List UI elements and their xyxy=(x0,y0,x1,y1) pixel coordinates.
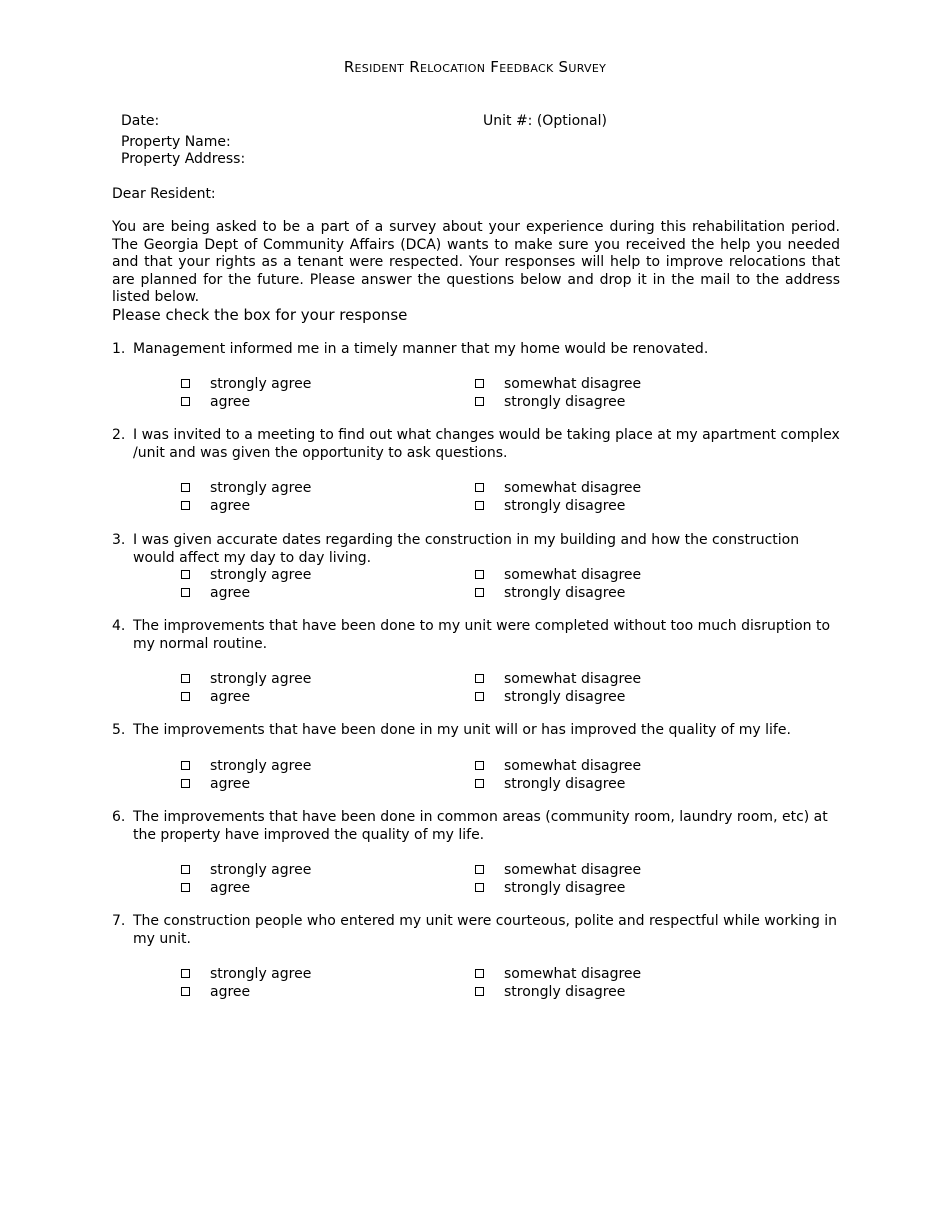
intro-paragraph: You are being asked to be a part of a survey about your experience during this rehabilitation period. The Georgia Dept of Community Affairs (DCA) wants to make sure you received the help you needed and that your rights as a tenant were respected. Your responses will help to improve relocations that are planned for the future. Please answer the questions below and drop it in the mail to the address listed below. xyxy=(112,219,840,305)
question-6 xyxy=(112,809,842,844)
option-label: agree xyxy=(210,689,251,705)
checkbox-icon[interactable] xyxy=(181,865,190,874)
checkbox-icon[interactable] xyxy=(181,570,190,579)
checkbox-icon[interactable] xyxy=(181,397,190,406)
option-label: strongly agree xyxy=(210,862,312,878)
checkbox-icon[interactable] xyxy=(181,379,190,388)
option-label: somewhat disagree xyxy=(504,758,642,774)
question-text: Management informed me in a timely manner that my home would be renovated. xyxy=(133,341,709,357)
property-name-label: Property Name: xyxy=(121,134,231,150)
option-label: somewhat disagree xyxy=(504,862,642,878)
checkbox-icon[interactable] xyxy=(181,969,190,978)
question-text: The improvements that have been done to my unit were completed without too much disruption to my normal routine. xyxy=(133,618,831,652)
checkbox-icon[interactable] xyxy=(181,588,190,597)
page-title: Resident Relocation Feedback Survey xyxy=(343,58,607,76)
question-6-options xyxy=(181,861,681,901)
question-3-options xyxy=(181,566,681,606)
question-text: The improvements that have been done in my unit will or has improved the quality of my life. xyxy=(133,722,791,738)
question-number: 6. xyxy=(112,809,126,825)
option-label: somewhat disagree xyxy=(504,376,642,392)
checkbox-icon[interactable] xyxy=(475,987,484,996)
checkbox-icon[interactable] xyxy=(181,779,190,788)
option-label: somewhat disagree xyxy=(504,567,642,583)
checkbox-icon[interactable] xyxy=(475,883,484,892)
option-label: somewhat disagree xyxy=(504,480,642,496)
question-number: 7. xyxy=(112,913,126,929)
checkbox-icon[interactable] xyxy=(181,501,190,510)
checkbox-icon[interactable] xyxy=(475,674,484,683)
option-label: strongly agree xyxy=(210,758,312,774)
option-label: strongly agree xyxy=(210,671,312,687)
question-7 xyxy=(112,913,842,948)
option-label: agree xyxy=(210,776,251,792)
question-5 xyxy=(112,722,842,740)
date-label: Date: xyxy=(121,113,160,129)
option-label: strongly disagree xyxy=(504,880,626,896)
checkbox-icon[interactable] xyxy=(475,397,484,406)
question-number: 4. xyxy=(112,618,126,634)
option-label: strongly agree xyxy=(210,376,312,392)
question-1 xyxy=(112,341,842,359)
instruction-text: Please check the box for your response xyxy=(112,306,408,324)
option-label: strongly disagree xyxy=(504,498,626,514)
option-label: somewhat disagree xyxy=(504,671,642,687)
question-1-options xyxy=(181,375,681,415)
question-number: 2. xyxy=(112,427,126,443)
question-5-options xyxy=(181,757,681,797)
question-2 xyxy=(112,427,842,462)
checkbox-icon[interactable] xyxy=(475,692,484,701)
option-label: strongly agree xyxy=(210,966,312,982)
question-text: I was invited to a meeting to find out what changes would be taking place at my apartment complex /unit and was given the opportunity to ask questions. xyxy=(133,427,840,461)
checkbox-icon[interactable] xyxy=(475,501,484,510)
checkbox-icon[interactable] xyxy=(475,779,484,788)
question-text: I was given accurate dates regarding the construction in my building and how the construction would affect my day to day living. xyxy=(133,532,800,566)
option-label: strongly disagree xyxy=(504,394,626,410)
option-label: agree xyxy=(210,394,251,410)
option-label: strongly disagree xyxy=(504,689,626,705)
checkbox-icon[interactable] xyxy=(475,761,484,770)
property-address-label: Property Address: xyxy=(121,151,246,167)
question-2-options xyxy=(181,479,681,519)
checkbox-icon[interactable] xyxy=(475,865,484,874)
question-3 xyxy=(112,532,842,567)
option-label: strongly disagree xyxy=(504,984,626,1000)
option-label: agree xyxy=(210,498,251,514)
checkbox-icon[interactable] xyxy=(181,761,190,770)
option-label: somewhat disagree xyxy=(504,966,642,982)
question-text: The improvements that have been done in common areas (community room, laundry room, etc) at the property have improved the quality of my life. xyxy=(133,809,828,843)
option-label: strongly agree xyxy=(210,567,312,583)
checkbox-icon[interactable] xyxy=(475,570,484,579)
question-7-options xyxy=(181,965,681,1005)
option-label: agree xyxy=(210,585,251,601)
option-label: strongly agree xyxy=(210,480,312,496)
checkbox-icon[interactable] xyxy=(475,483,484,492)
question-text: The construction people who entered my unit were courteous, polite and respectful while working in my unit. xyxy=(133,913,838,947)
greeting: Dear Resident: xyxy=(112,186,216,202)
checkbox-icon[interactable] xyxy=(181,483,190,492)
option-label: agree xyxy=(210,880,251,896)
question-number: 1. xyxy=(112,341,126,357)
option-label: strongly disagree xyxy=(504,585,626,601)
question-number: 5. xyxy=(112,722,126,738)
unit-label: Unit #: (Optional) xyxy=(483,113,607,129)
question-number: 3. xyxy=(112,532,126,548)
checkbox-icon[interactable] xyxy=(181,987,190,996)
option-label: strongly disagree xyxy=(504,776,626,792)
question-4 xyxy=(112,618,842,653)
checkbox-icon[interactable] xyxy=(475,379,484,388)
checkbox-icon[interactable] xyxy=(181,883,190,892)
option-label: agree xyxy=(210,984,251,1000)
checkbox-icon[interactable] xyxy=(181,674,190,683)
checkbox-icon[interactable] xyxy=(181,692,190,701)
checkbox-icon[interactable] xyxy=(475,588,484,597)
checkbox-icon[interactable] xyxy=(475,969,484,978)
question-4-options xyxy=(181,670,681,710)
